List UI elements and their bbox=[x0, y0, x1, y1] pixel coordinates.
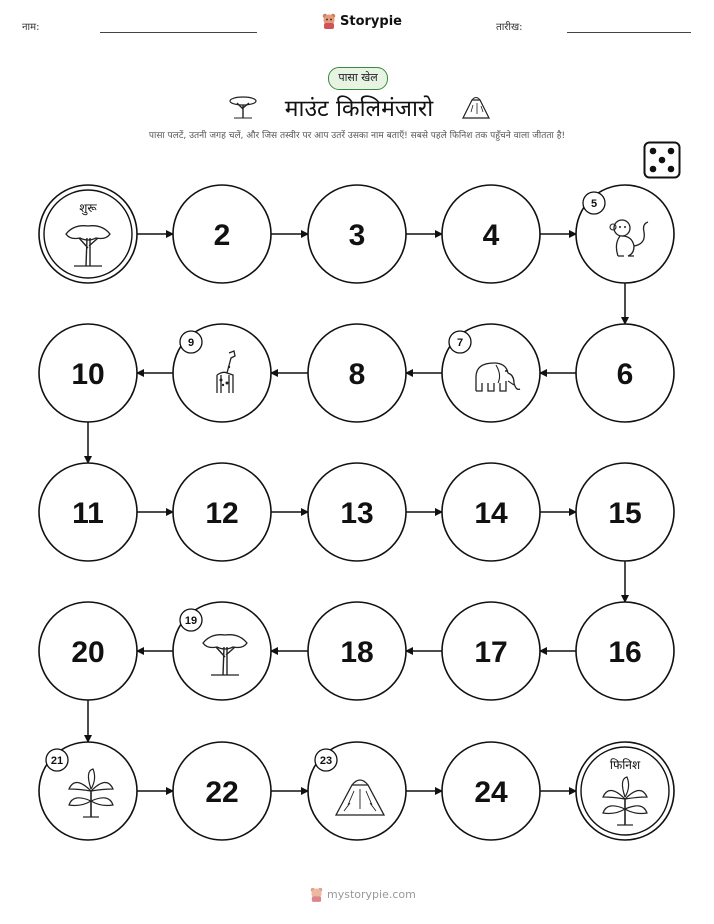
board-space[interactable] bbox=[576, 185, 674, 283]
space-number: 12 bbox=[205, 497, 239, 530]
board-space[interactable] bbox=[576, 324, 674, 422]
finish-label: फिनिश bbox=[609, 758, 641, 772]
date-label: तारीख: bbox=[496, 22, 523, 33]
space-number: 22 bbox=[205, 776, 239, 809]
board-space[interactable] bbox=[308, 602, 406, 700]
board-space[interactable] bbox=[442, 463, 540, 561]
space-number: 9 bbox=[187, 337, 195, 349]
board-space[interactable] bbox=[308, 185, 406, 283]
space-number: 15 bbox=[608, 497, 642, 530]
space-number: 16 bbox=[608, 636, 642, 669]
board-cells bbox=[39, 185, 674, 840]
space-number: 20 bbox=[71, 636, 105, 669]
space-number: 13 bbox=[340, 497, 374, 530]
space-number: 23 bbox=[319, 755, 333, 767]
space-number: 8 bbox=[348, 358, 366, 391]
board-space[interactable] bbox=[442, 324, 540, 422]
board-space[interactable] bbox=[39, 602, 137, 700]
finish-space[interactable] bbox=[576, 742, 674, 840]
space-number: 19 bbox=[184, 615, 198, 627]
storypie-mascot-icon bbox=[310, 887, 323, 902]
start-label: शुरू bbox=[79, 201, 97, 215]
board-space[interactable] bbox=[442, 185, 540, 283]
board-space[interactable] bbox=[308, 463, 406, 561]
space-number: 5 bbox=[590, 198, 598, 210]
space-number: 6 bbox=[616, 358, 634, 391]
space-number: 18 bbox=[340, 636, 374, 669]
space-number: 14 bbox=[474, 497, 508, 530]
board-space[interactable] bbox=[173, 324, 271, 422]
board-space[interactable] bbox=[173, 463, 271, 561]
board-space[interactable] bbox=[173, 185, 271, 283]
board-space[interactable] bbox=[308, 742, 406, 840]
start-space[interactable] bbox=[39, 185, 137, 283]
board-space[interactable] bbox=[442, 742, 540, 840]
footer-url[interactable]: mystorypie.com bbox=[327, 888, 416, 901]
board-space[interactable] bbox=[173, 602, 271, 700]
board-space[interactable] bbox=[39, 742, 137, 840]
board-space[interactable] bbox=[576, 602, 674, 700]
space-number: 10 bbox=[71, 358, 105, 391]
board-space[interactable] bbox=[576, 463, 674, 561]
board-space[interactable] bbox=[308, 324, 406, 422]
board-space[interactable] bbox=[442, 602, 540, 700]
space-number: 24 bbox=[474, 776, 508, 809]
instructions: पासा पलटें, उतनी जगह चलें, और जिस तस्वीर पर आप उतरें उसका नाम बताएँ! सबसे पहले फिनिश तक पहुँचने वाला जीतता है! bbox=[148, 131, 566, 141]
brand-name: Storypie bbox=[340, 13, 402, 29]
space-number: 11 bbox=[72, 497, 104, 530]
space-number: 3 bbox=[348, 219, 366, 252]
board-space[interactable] bbox=[39, 463, 137, 561]
space-number: 7 bbox=[456, 337, 464, 349]
board-space[interactable] bbox=[173, 742, 271, 840]
space-number: 2 bbox=[213, 219, 231, 252]
space-number: 17 bbox=[474, 636, 508, 669]
footer bbox=[310, 887, 416, 902]
space-number: 4 bbox=[482, 219, 500, 252]
name-label: नाम: bbox=[22, 22, 40, 33]
space-number: 21 bbox=[50, 755, 64, 767]
page-title: माउंट किलिमंजारो bbox=[284, 96, 434, 122]
game-type-badge: पासा खेल bbox=[328, 67, 388, 90]
board-space[interactable] bbox=[39, 324, 137, 422]
